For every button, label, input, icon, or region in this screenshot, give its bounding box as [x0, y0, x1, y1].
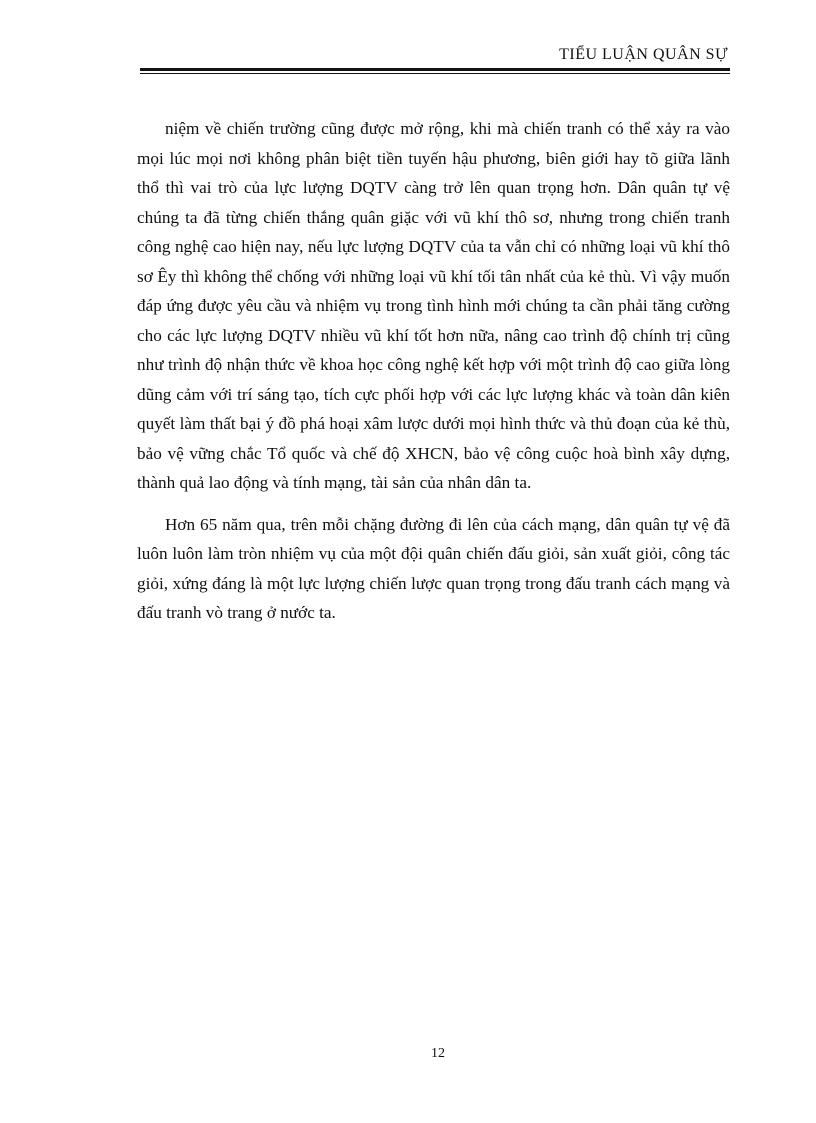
page-number: 12 [431, 1046, 445, 1061]
paragraph: niệm về chiến trường cũng được mở rộng, khi mà chiến tranh có thể xảy ra vào mọi lúc mọi nơi không phân biệt tiền tuyến hậu phương, biên giới hay tõ giữa lãnh thổ thì vai trò của lực lượng DQTV càng trở lên quan trọng hơn. Dân quân tự vệ chúng ta đã từng chiến thắng quân giặc với vũ khí thô sơ, nhưng trong chiến tranh công nghệ cao hiện nay, nếu lực lượng DQTV của ta vẫn chỉ có những loại vũ khí thô sơ Êy thì không thể chống với những loại vũ khí tối tân nhất của kẻ thù. Vì vậy muốn đáp ứng được yêu cầu và nhiệm vụ trong tình hình mới chúng ta cần phải tăng cường cho các lực lượng DQTV nhiều vũ khí tốt hơn nữa, nâng cao trình độ chính trị cũng như trình độ nhận thức về khoa học công nghệ kết hợp với một trình độ cao giữa lòng dũng cảm với trí sáng tạo, tích cực phối hợp với các lực lượng khác và toàn dân kiên quyết làm thất bại ý đồ phá hoại xâm lược dưới mọi hình thức và thủ đoạn của kẻ thù, bảo vệ vững chắc Tổ quốc và chế độ XHCN, bảo vệ công cuộc hoà bình xây dựng, thành quả lao động và tính mạng, tài sản của nhân dân ta. [137, 119, 730, 492]
paragraph: Hơn 65 năm qua, trên mỗi chặng đường đi lên của cách mạng, dân quân tự vệ đã luôn luôn làm tròn nhiệm vụ của một đội quân chiến đấu giỏi, sản xuất giỏi, công tác giỏi, xứng đáng là một lực lượng chiến lược quan trọng trong đấu tranh cách mạng và đấu tranh vò trang ở nước ta. [137, 514, 730, 622]
header-rule-thick [140, 68, 730, 71]
header-rule-thin [140, 73, 730, 74]
running-header: TIỂU LUẬN QUÂN SỰ [559, 46, 728, 63]
body-text [137, 114, 730, 628]
